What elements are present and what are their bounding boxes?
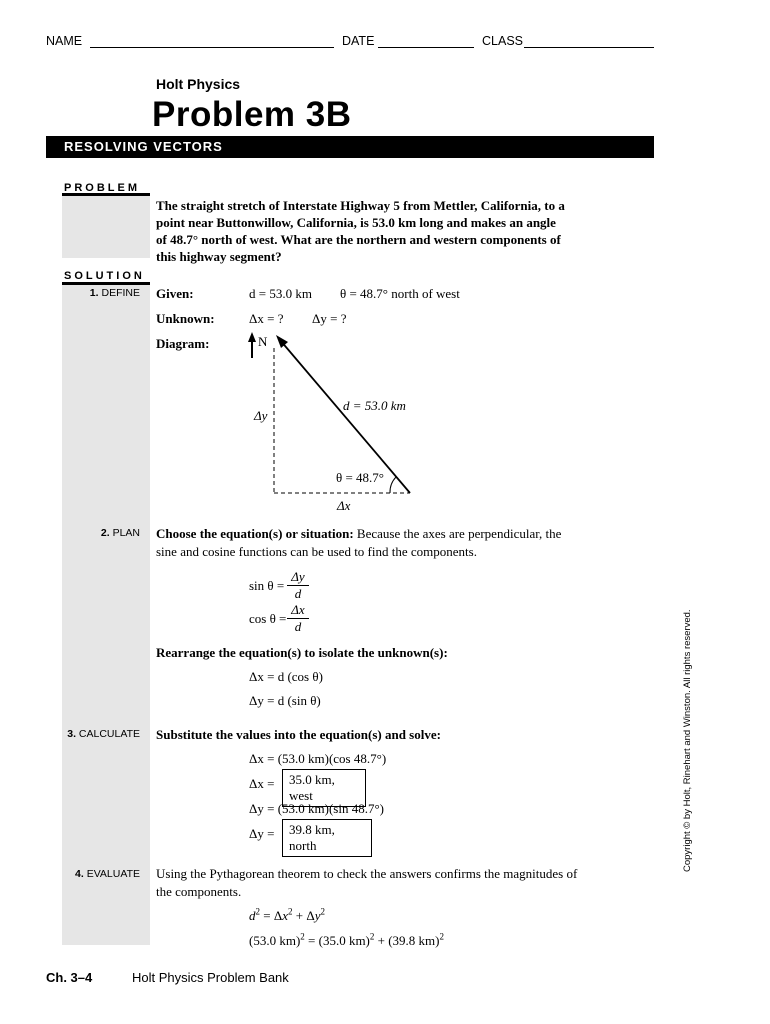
given-d: d = 53.0 km bbox=[249, 286, 312, 301]
eq-dy: Δy = d (sin θ) bbox=[249, 693, 321, 708]
given-theta: θ = 48.7° north of west bbox=[340, 286, 460, 301]
footer-book-title: Holt Physics Problem Bank bbox=[132, 970, 289, 985]
page-title: Problem 3B bbox=[152, 95, 352, 134]
solution-sidebar bbox=[62, 285, 150, 945]
unknown-dy: Δy = ? bbox=[312, 311, 347, 326]
name-label: NAME bbox=[46, 34, 83, 48]
cos-numerator: Δx bbox=[287, 602, 309, 619]
dx-label: Δx bbox=[337, 498, 351, 513]
sin-lhs: sin θ = bbox=[249, 578, 285, 593]
north-label: N bbox=[258, 334, 268, 349]
step-define: 1. DEFINE bbox=[89, 287, 140, 299]
answer-dy-box: 39.8 km, north bbox=[282, 819, 372, 857]
cos-fraction bbox=[287, 602, 309, 635]
evaluate-line1: Using the Pythagorean theorem to check the answers confirms the magnitudes of bbox=[156, 866, 578, 881]
evaluate-line2: the components. bbox=[156, 884, 242, 899]
given-label: Given: bbox=[156, 286, 194, 301]
solution-label: SOLUTION bbox=[64, 270, 145, 282]
dy-label: Δy bbox=[254, 408, 268, 423]
calculate-lead: Substitute the values into the equation(s) and solve: bbox=[156, 727, 441, 742]
copyright-notice: Copyright © by Holt, Rinehart and Winston. All rights reserved. bbox=[682, 609, 693, 872]
unknown-label: Unknown: bbox=[156, 311, 215, 326]
calc-line4-lhs: Δy = bbox=[249, 826, 275, 841]
class-label: CLASS bbox=[482, 34, 523, 48]
calc-line1: Δx = (53.0 km)(cos 48.7°) bbox=[249, 751, 387, 766]
problem-line: point near Buttonwillow, California, is 53.0 km long and makes an angle bbox=[156, 215, 556, 230]
step-evaluate: 4. EVALUATE bbox=[75, 868, 140, 880]
angle-arc bbox=[390, 477, 396, 493]
sin-denominator: d bbox=[294, 586, 302, 601]
north-arrow-head bbox=[248, 332, 256, 342]
problem-sidebar bbox=[62, 196, 150, 258]
theta-label: θ = 48.7° bbox=[336, 470, 385, 485]
plan-lead-rest: Because the axes are perpendicular, the bbox=[353, 526, 562, 541]
cos-lhs: cos θ = bbox=[249, 611, 287, 626]
plan-lead bbox=[156, 526, 656, 542]
cos-denominator: d bbox=[294, 619, 302, 634]
problem-line: of 48.7° north of west. What are the northern and western components of bbox=[156, 232, 561, 247]
d-label: d = 53.0 km bbox=[343, 398, 406, 413]
footer-chapter: Ch. 3–4 bbox=[46, 970, 93, 985]
calc-line2-lhs: Δx = bbox=[249, 776, 275, 791]
step-plan: 2. PLAN bbox=[100, 527, 140, 539]
name-line bbox=[90, 47, 334, 48]
problem-line: The straight stretch of Interstate Highway 5 from Mettler, California, to a bbox=[156, 198, 565, 213]
plan-line2: sine and cosine functions can be used to find the components. bbox=[156, 544, 477, 559]
answer-dx-box: 35.0 km, west bbox=[282, 769, 366, 807]
pythagorean-check: (53.0 km)$^2$ = (35.0 km)$^2$ + (39.8 km)$^2$ bbox=[249, 931, 444, 948]
step-calculate: 3. CALCULATE bbox=[67, 728, 140, 740]
sin-numerator: Δy bbox=[287, 569, 309, 586]
pythagorean-eq: $d^2 = \Delta x^2 + \Delta y^2$ bbox=[249, 906, 325, 923]
eq-dx: Δx = d (cos θ) bbox=[249, 669, 323, 684]
rearrange-lead: Rearrange the equation(s) to isolate the unknown(s): bbox=[156, 645, 448, 660]
sin-fraction bbox=[287, 569, 309, 602]
section-banner-text: RESOLVING VECTORS bbox=[64, 139, 223, 154]
series-title: Holt Physics bbox=[156, 76, 241, 92]
plan-lead-bold: Choose the equation(s) or situation: bbox=[156, 526, 354, 541]
problem-text bbox=[156, 197, 565, 265]
diagram-label: Diagram: bbox=[156, 336, 210, 351]
problem-line: this highway segment? bbox=[156, 249, 282, 264]
date-line bbox=[378, 47, 474, 48]
date-label: DATE bbox=[342, 34, 375, 48]
problem-label: PROBLEM bbox=[64, 182, 140, 194]
unknown-dx: Δx = ? bbox=[249, 311, 284, 326]
vector-diagram bbox=[240, 330, 430, 520]
class-line bbox=[524, 47, 654, 48]
calc-line3: Δy = (53.0 km)(sin 48.7°) bbox=[249, 801, 384, 816]
